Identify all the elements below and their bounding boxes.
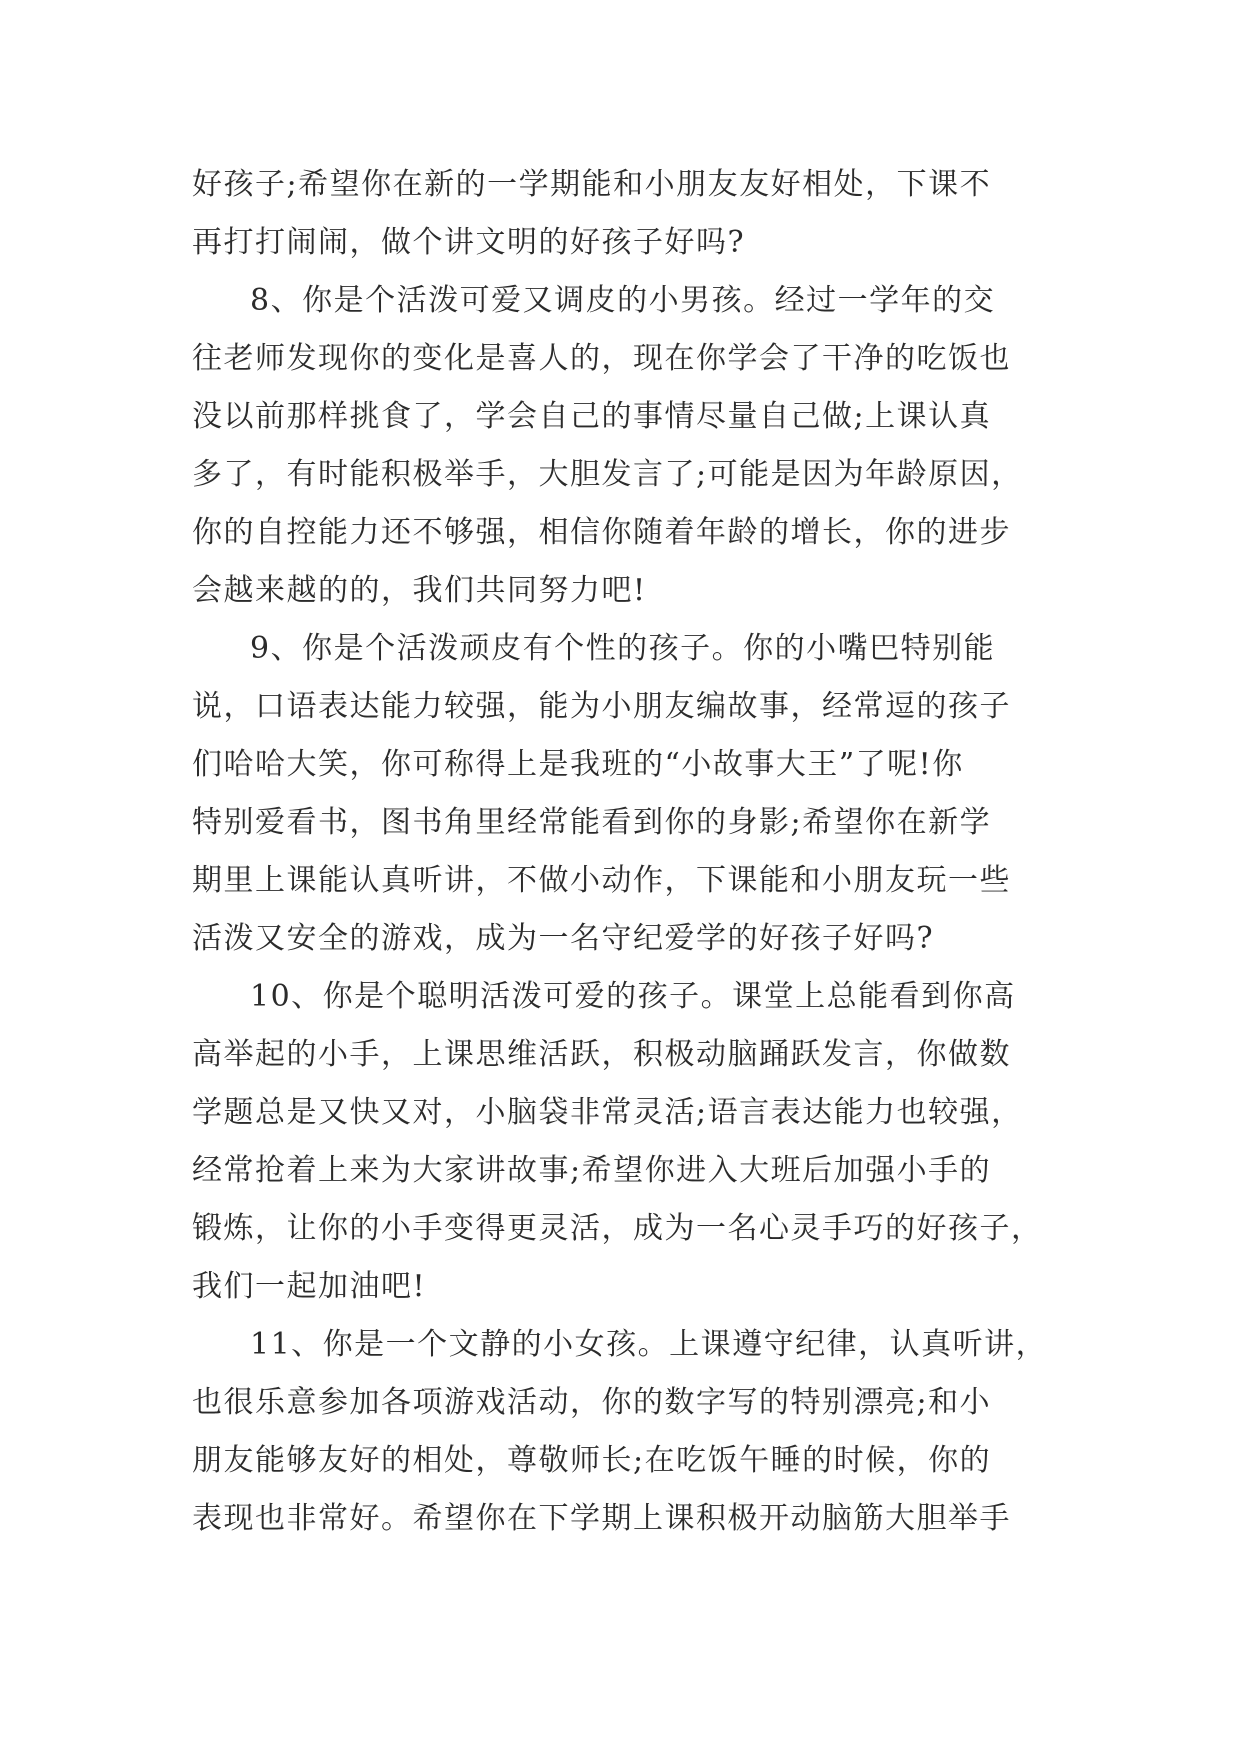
paragraph-start-line: 11、你是一个文静的小女孩。上课遵守纪律，认真听讲， <box>250 1327 1048 1362</box>
text-line: 再打打闹闹，做个讲文明的好孩子好吗? <box>192 225 746 260</box>
text-line: 说，口语表达能力较强，能为小朋友编故事，经常逗的孩子 <box>192 689 1011 724</box>
text-line: 高举起的小手，上课思维活跃，积极动脑踊跃发言，你做数 <box>192 1037 1011 1072</box>
text-line: 好孩子;希望你在新的一学期能和小朋友友好相处，下课不 <box>192 167 992 202</box>
text-line: 我们一起加油吧! <box>192 1269 427 1304</box>
text-line: 多了，有时能积极举手，大胆发言了;可能是因为年龄原因， <box>192 457 1023 492</box>
text-line: 会越来越的的，我们共同努力吧! <box>192 573 647 608</box>
text-line: 没以前那样挑食了，学会自己的事情尽量自己做;上课认真 <box>192 399 992 434</box>
text-line: 你的自控能力还不够强，相信你随着年龄的增长，你的进步 <box>192 515 1011 550</box>
text-line: 活泼又安全的游戏，成为一名守纪爱学的好孩子好吗? <box>192 921 935 956</box>
document-body <box>192 156 1072 1548</box>
text-line: 锻炼，让你的小手变得更灵活，成为一名心灵手巧的好孩子， <box>192 1211 1043 1246</box>
text-line: 往老师发现你的变化是喜人的，现在你学会了干净的吃饭也 <box>192 341 1011 376</box>
text-line: 期里上课能认真听讲，不做小动作，下课能和小朋友玩一些 <box>192 863 1011 898</box>
paragraph-start-line: 8、你是个活泼可爱又调皮的小男孩。经过一学年的交 <box>250 283 996 318</box>
text-line: 特别爱看书，图书角里经常能看到你的身影;希望你在新学 <box>192 805 992 840</box>
paragraph-start-line: 10、你是个聪明活泼可爱的孩子。课堂上总能看到你高 <box>250 979 1016 1014</box>
text-line: 们哈哈大笑，你可称得上是我班的“小故事大王”了呢!你 <box>192 747 964 782</box>
text-line: 学题总是又快又对，小脑袋非常灵活;语言表达能力也较强， <box>192 1095 1023 1130</box>
text-line: 也很乐意参加各项游戏活动，你的数字写的特别漂亮;和小 <box>192 1385 992 1420</box>
text-line: 朋友能够友好的相处，尊敬师长;在吃饭午睡的时候，你的 <box>192 1443 992 1478</box>
text-line: 经常抢着上来为大家讲故事;希望你进入大班后加强小手的 <box>192 1153 992 1188</box>
text-line: 表现也非常好。希望你在下学期上课积极开动脑筋大胆举手 <box>192 1501 1011 1536</box>
paragraph-start-line: 9、你是个活泼顽皮有个性的孩子。你的小嘴巴特别能 <box>250 631 996 666</box>
